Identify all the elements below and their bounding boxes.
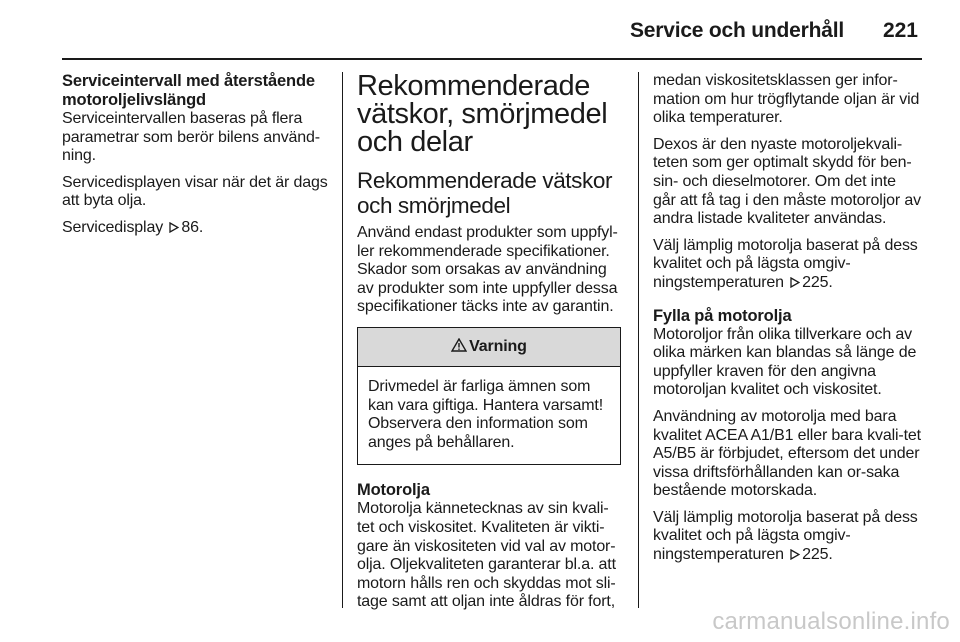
column-middle — [357, 72, 625, 620]
column-divider-left — [342, 72, 343, 608]
column-divider-right — [638, 72, 639, 608]
section-title: Service och underhåll — [629, 19, 844, 42]
warning-text: Drivmedel är farliga ämnen som kan vara giftiga. Hantera varsamt! Observera den information som anges på behållaren. — [368, 377, 604, 451]
reference-page-link[interactable]: 225. — [802, 546, 833, 564]
viscosity-paragraph: medan viskositetsklassen ger infor-mation om hur trögflytande oljan är vid olika temperaturer. — [653, 72, 920, 127]
page-reference-icon — [790, 549, 800, 560]
page-header — [62, 0, 922, 60]
service-display-reference — [62, 219, 330, 238]
dexos-paragraph: Dexos är den nyaste motoroljekvali-teten som ger optimalt skydd för ben-sin- och dieselmotorer. Om det inte går att få tag i den måste motoroljor av andra listade kvaliteter användas. — [653, 135, 921, 228]
warning-header — [358, 328, 620, 367]
page-reference-icon — [790, 277, 800, 288]
chapter-title: Rekommenderade vätskor, smörjmedel och delar — [357, 70, 608, 158]
service-interval-paragraph: Serviceintervallen baseras på flera parametrar som berör bilens använd-ning. — [62, 110, 320, 165]
oil-selection-paragraph — [653, 237, 921, 293]
service-interval-heading: Serviceintervall med återstående motoroljelivslängd — [62, 72, 315, 109]
reference-text: Servicedisplay — [62, 218, 164, 236]
engine-oil-heading: Motorolja — [357, 481, 430, 500]
recommended-products-paragraph: Använd endast produkter som uppfyl-ler rekommenderade specifikationer. Skador som orsakas av användning av produkter som inte uppfyller dessa specifikationer täcks inte av garantin. — [357, 224, 618, 316]
column-left — [62, 72, 330, 246]
service-display-paragraph: Servicedisplayen visar när det är dags att byta olja. — [62, 173, 328, 210]
column-right — [653, 72, 921, 573]
reference-text: Välj lämplig motorolja baserat på dess kvalitet och på lägsta omgiv-ningstemperaturen — [653, 236, 918, 291]
warning-triangle-icon — [451, 338, 467, 352]
reference-text: Välj lämplig motorolja baserat på dess kvalitet och på lägsta omgiv-ningstemperaturen — [653, 508, 918, 564]
watermark: carmanualsonline.info — [712, 608, 950, 635]
warning-box — [357, 327, 621, 465]
engine-oil-paragraph: Motorolja kännetecknas av sin kvali-tet och viskositet. Kvaliteten är vikti-gare än viskositeten vid val av motor-olja. Oljekvaliteten garanterar bl.a. att motorn hålls ren och skyddas mot sli-tage samt att oljan inte åldras för fort, — [357, 500, 616, 611]
reference-page-link[interactable]: 225. — [802, 273, 833, 291]
oil-mixing-paragraph: Motoroljor från olika tillverkare och av olika märken kan blandas så länge de uppfyller kraven för den angivna motoroljan kvalitet och viskositet. — [653, 325, 917, 399]
warning-title: Varning — [469, 337, 527, 355]
page-reference-icon — [169, 222, 179, 233]
reference-page-link[interactable]: 86. — [181, 218, 204, 236]
oil-selection-paragraph-2 — [653, 509, 921, 565]
section-subtitle: Rekommenderade vätskor och smörjmedel — [357, 168, 613, 218]
page-number: 221 — [882, 19, 918, 42]
acea-paragraph: Användning av motorolja med bara kvalitet ACEA A1/B1 eller bara kvali-tet A5/B5 är förbjudet, eftersom det under vissa driftsförhållanden kan or-saka bestående motorskada. — [653, 407, 921, 500]
fill-oil-heading: Fylla på motorolja — [653, 306, 792, 325]
